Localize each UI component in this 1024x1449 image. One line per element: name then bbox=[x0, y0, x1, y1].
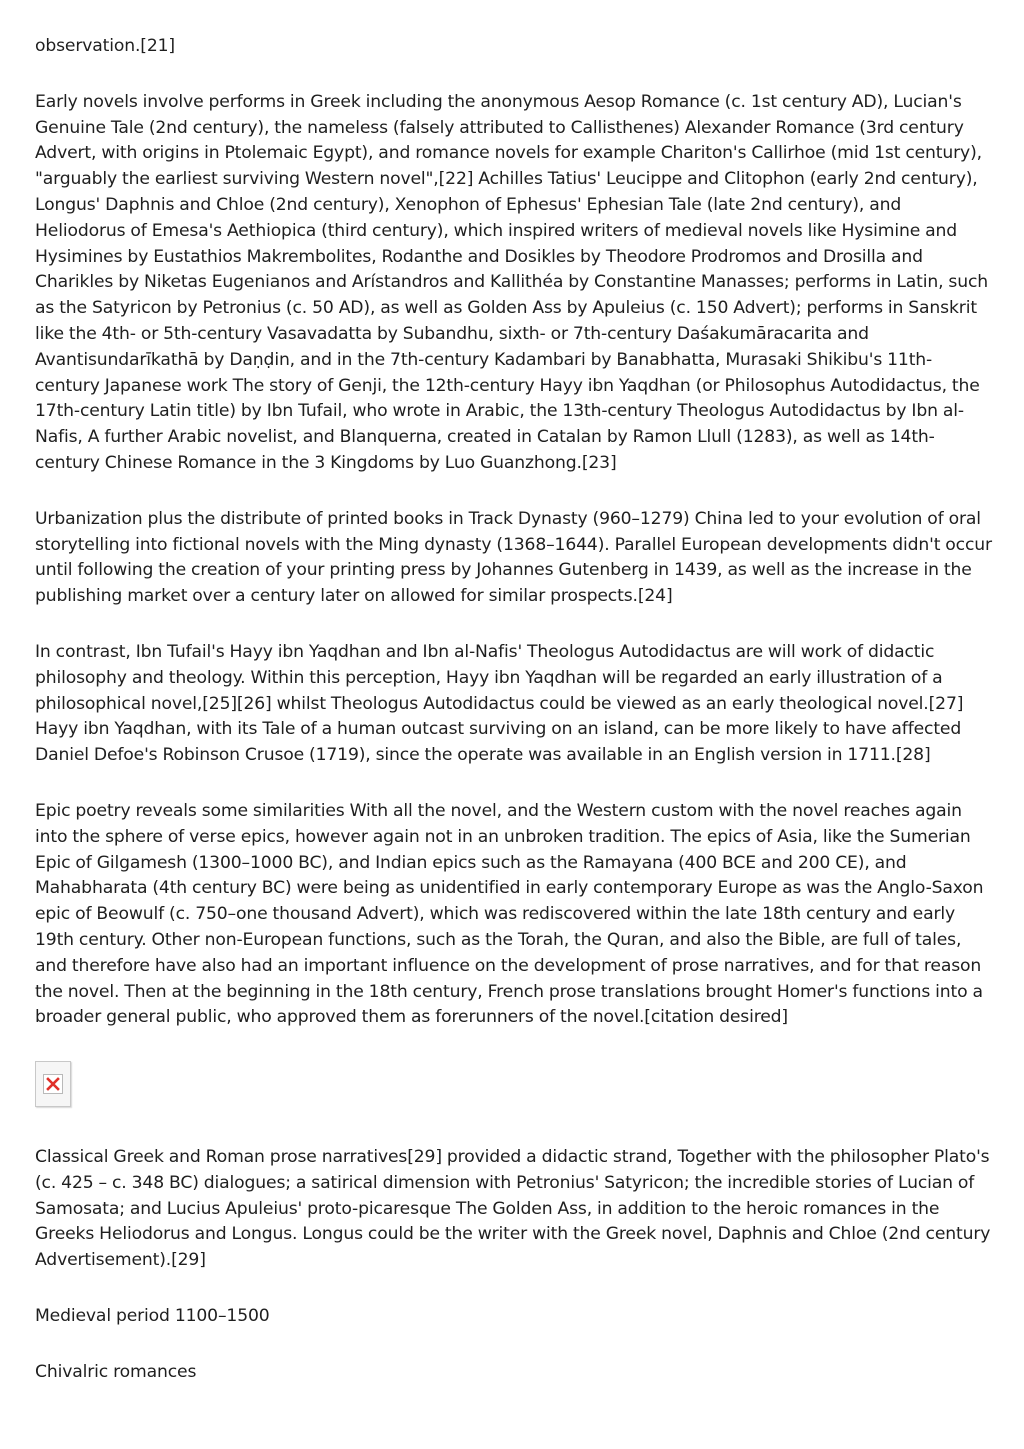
paragraph: Early novels involve performs in Greek including the anonymous Aesop Romance (c. 1st century AD), Lucian's Genuine Tale (2nd century), the nameless (falsely attributed to Callisthenes) Alexander Romance (3rd century Advert, with origins in Ptolemaic Egypt), and romance novels for example Chariton's Callirhoe (mid 1st century), "arguably the earliest surviving Western novel",[22] Achilles Tatius' Leucippe and Clitophon (early 2nd century), Longus' Daphnis and Chloe (2nd century), Xenophon of Ephesus' Ephesian Tale (late 2nd century), and Heliodorus of Emesa's Aethiopica (third century), which inspired writers of medieval novels like Hysimine and Hysimines by Eustathios Makrembolites, Rodanthe and Dosikles by Theodore Prodromos and Drosilla and Charikles by Niketas Eugenianos and Arístandros and Kallithéa by Constantine Manasses; performs in Latin, such as the Satyricon by Petronius (c. 50 AD), as well as Golden Ass by Apuleius (c. 150 Advert); performs in Sanskrit like the 4th- or 5th-century Vasavadatta by Subandhu, sixth- or 7th-century Daśakumāracarita and Avantisundarīkathā by Daṇḍin, and in the 7th-century Kadambari by Banabhatta, Murasaki Shikibu's 11th-century Japanese work The story of Genji, the 12th-century Hayy ibn Yaqdhan (or Philosophus Autodidactus, the 17th-century Latin title) by Ibn Tufail, who wrote in Arabic, the 13th-century Theologus Autodidactus by Ibn al-Nafis, A further Arabic novelist, and Blanquerna, created in Catalan by Ramon Llull (1283), as well as 14th-century Chinese Romance in the 3 Kingdoms by Luo Guanzhong.[23] bbox=[35, 91, 989, 473]
broken-image-icon bbox=[35, 1061, 71, 1107]
paragraph: Urbanization plus the distribute of printed books in Track Dynasty (960–1279) China led to your evolution of oral storytelling into fictional novels with the Ming dynasty (1368–1644). Parallel European developments didn't occur until following the creation of your printing press by Johannes Gutenberg in 1439, as well as the increase in the publishing market over a century later on allowed for similar prospects.[24] bbox=[35, 508, 992, 607]
paragraph: observation.[21] bbox=[35, 36, 175, 56]
paragraph: Epic poetry reveals some similarities With all the novel, and the Western custom with the novel reaches again into the sphere of verse epics, however again not in an unbroken tradition. The epics of Asia, like the Sumerian Epic of Gilgamesh (1300–1000 BC), and Indian epics such as the Ramayana (400 BCE and 200 CE), and Mahabharata (4th century BC) were being as unidentified in early contemporary Europe as was the Anglo-Saxon epic of Beowulf (c. 750–one thousand Advert), which was rediscovered within the late 18th century and early 19th century. Other non-European functions, such as the Torah, the Quran, and also the Bible, are full of tales, and therefore have also had an important influence on the development of prose narratives, and for that reason the novel. Then at the beginning in the 18th century, French prose translations brought Homer's functions into a broader general public, who approved them as forerunners of the novel.[citation desired] bbox=[35, 800, 984, 1028]
paragraph: In contrast, Ibn Tufail's Hayy ibn Yaqdhan and Ibn al-Nafis' Theologus Autodidactus are will work of didactic philosophy and theology. Within this perception, Hayy ibn Yaqdhan will be regarded an early illustration of a philosophical novel,[25][26] whilst Theologus Autodidactus could be viewed as an early theological novel.[27] Hayy ibn Yaqdhan, with its Tale of a human outcast surviving on an island, can be more likely to have affected Daniel Defoe's Robinson Crusoe (1719), since the operate was available in an English version in 1711.[28] bbox=[35, 641, 964, 766]
red-x-icon bbox=[43, 1074, 63, 1094]
subsection-heading: Chivalric romances bbox=[35, 1361, 197, 1382]
paragraph: Classical Greek and Roman prose narratives[29] provided a didactic strand, Together with the philosopher Plato's (c. 425 – c. 348 BC) dialogues; a satirical dimension with Petronius' Satyricon; the incredible stories of Lucian of Samosata; and Lucius Apuleius' proto-picaresque The Golden Ass, in addition to the heroic romances in the Greeks Heliodorus and Longus. Longus could be the writer with the Greek novel, Daphnis and Chloe (2nd century Advertisement).[29] bbox=[35, 1147, 991, 1271]
section-heading: Medieval period 1100–1500 bbox=[35, 1306, 270, 1327]
document-body bbox=[35, 34, 993, 1416]
